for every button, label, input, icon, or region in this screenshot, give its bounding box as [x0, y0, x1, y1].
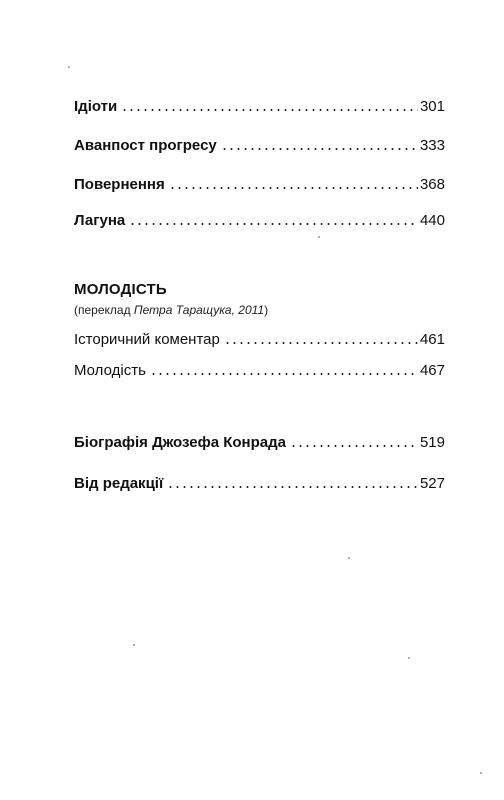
toc-entry-page: 519 [419, 434, 445, 451]
toc-entry-title: Від редакції [74, 475, 164, 492]
dot-leader [224, 341, 418, 345]
scan-speck [68, 66, 70, 68]
dot-leader [150, 372, 418, 376]
scan-speck [133, 644, 135, 646]
toc-entry-title: Молодість [74, 362, 146, 379]
toc-entry-istorychnyi-komentar [74, 327, 445, 349]
dot-leader [290, 444, 418, 448]
toc-entry-page: 461 [419, 331, 445, 348]
toc-entry-page: 333 [419, 137, 445, 154]
toc-entry-title: Біографія Джозефа Конрада [74, 434, 286, 451]
toc-entry-title: Історичний коментар [74, 331, 220, 348]
toc-entry-molodist [74, 358, 445, 380]
dot-leader [221, 147, 418, 151]
dot-leader [167, 485, 418, 489]
toc-entry-lahuna [74, 208, 445, 230]
toc-entry-avanpost-prohresu [74, 133, 445, 155]
toc-entry-page: 467 [419, 362, 445, 379]
toc-entry-page: 368 [419, 176, 445, 193]
section-heading: МОЛОДІСТЬ [74, 281, 167, 298]
scan-speck [480, 772, 482, 774]
scan-speck [408, 657, 410, 659]
translator-note [74, 303, 268, 317]
toc-entry-title: Ідіоти [74, 98, 118, 115]
toc-entry-idioty [74, 94, 445, 116]
toc-entry-vid-redaktsii [74, 471, 445, 493]
dot-leader [169, 186, 418, 190]
dot-leader [121, 108, 418, 112]
toc-entry-title: Лагуна [74, 212, 126, 229]
translator-note-open: (переклад [74, 303, 134, 317]
toc-entry-page: 527 [419, 475, 445, 492]
scan-speck [318, 236, 320, 238]
toc-entry-biohrafiia [74, 430, 445, 452]
toc-entry-title: Аванпост прогресу [74, 137, 217, 154]
toc-entry-povernennia [74, 172, 445, 194]
translator-name: Петра Таращука, 2011 [133, 303, 265, 317]
toc-entry-title: Повернення [74, 176, 165, 193]
toc-entry-page: 440 [419, 212, 445, 229]
dot-leader [129, 222, 418, 226]
toc-entry-page: 301 [419, 98, 445, 115]
translator-note-close: ) [264, 303, 269, 317]
scan-speck [348, 557, 350, 559]
